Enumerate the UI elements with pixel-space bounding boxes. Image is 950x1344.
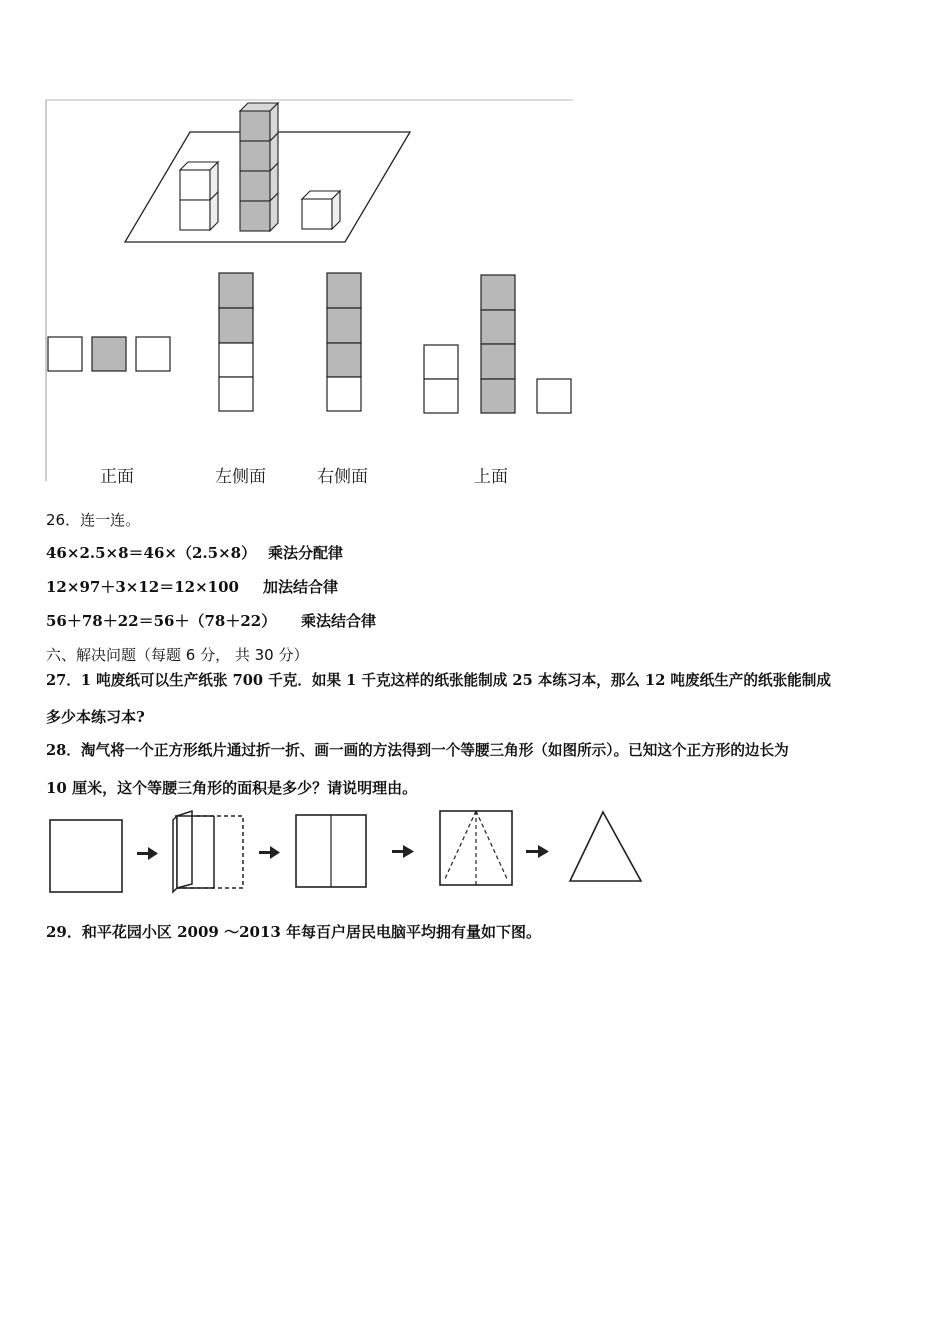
front-view-drawing (48, 337, 170, 371)
right-view-label: 右侧面 (317, 467, 368, 487)
q27-line-1: 27．1 吨废纸可以生产纸张 700 千克．如果 1 千克这样的纸张能制成 25 本练习本，那么 12 吨废纸生产的纸张能制成 (46, 672, 831, 689)
isosceles-triangle (570, 812, 641, 881)
q27-line-2: 多少本练习本? (46, 708, 145, 726)
arrow-icon (259, 846, 280, 859)
q29-text: 29．和平花园小区 2009 ～2013 年每百户居民电脑平均拥有量如下图。 (46, 923, 542, 941)
left-view-label: 左侧面 (215, 467, 266, 487)
q26-expr-1: 46×2.5×8＝46×（2.5×8） (46, 544, 257, 562)
folding-paper (173, 811, 243, 892)
square-paper (50, 820, 122, 892)
top-view-drawing (424, 275, 571, 413)
front-view-label: 正面 (100, 467, 134, 487)
q28-line-1: 28．淘气将一个正方形纸片通过折一折、画一画的方法得到一个等腰三角形（如图所示）。已知这个正方形的边长为 (46, 742, 789, 759)
top-view-label: 上面 (474, 467, 508, 487)
single-cube-3d (302, 191, 340, 229)
tall-stack-3d (240, 103, 278, 231)
section-heading: 六、解决问题（每题 6 分， 共 30 分） (46, 646, 309, 664)
folding-figure (44, 806, 649, 898)
q28-line-2: 10 厘米，这个等腰三角形的面积是多少？请说明理由。 (46, 779, 418, 797)
q26-law-3: 乘法结合律 (301, 612, 377, 630)
arrow-icon (526, 845, 549, 858)
q26-title: 26．连一连。 (46, 511, 141, 529)
q26-law-2: 加法结合律 (263, 578, 339, 596)
cube-views-figure (45, 98, 575, 483)
q26-expr-3: 56＋78＋22＝56＋（78＋22） (46, 612, 277, 630)
left-view-drawing (219, 273, 253, 411)
left-stack-3d (180, 162, 218, 230)
right-view-drawing (327, 273, 361, 411)
arrow-icon (137, 847, 158, 860)
q26-law-1: 乘法分配律 (268, 544, 344, 562)
q26-expr-2: 12×97＋3×12＝12×100 (46, 578, 239, 596)
arrow-icon (392, 845, 414, 858)
creased-square (296, 815, 366, 887)
square-with-triangle (440, 811, 512, 885)
